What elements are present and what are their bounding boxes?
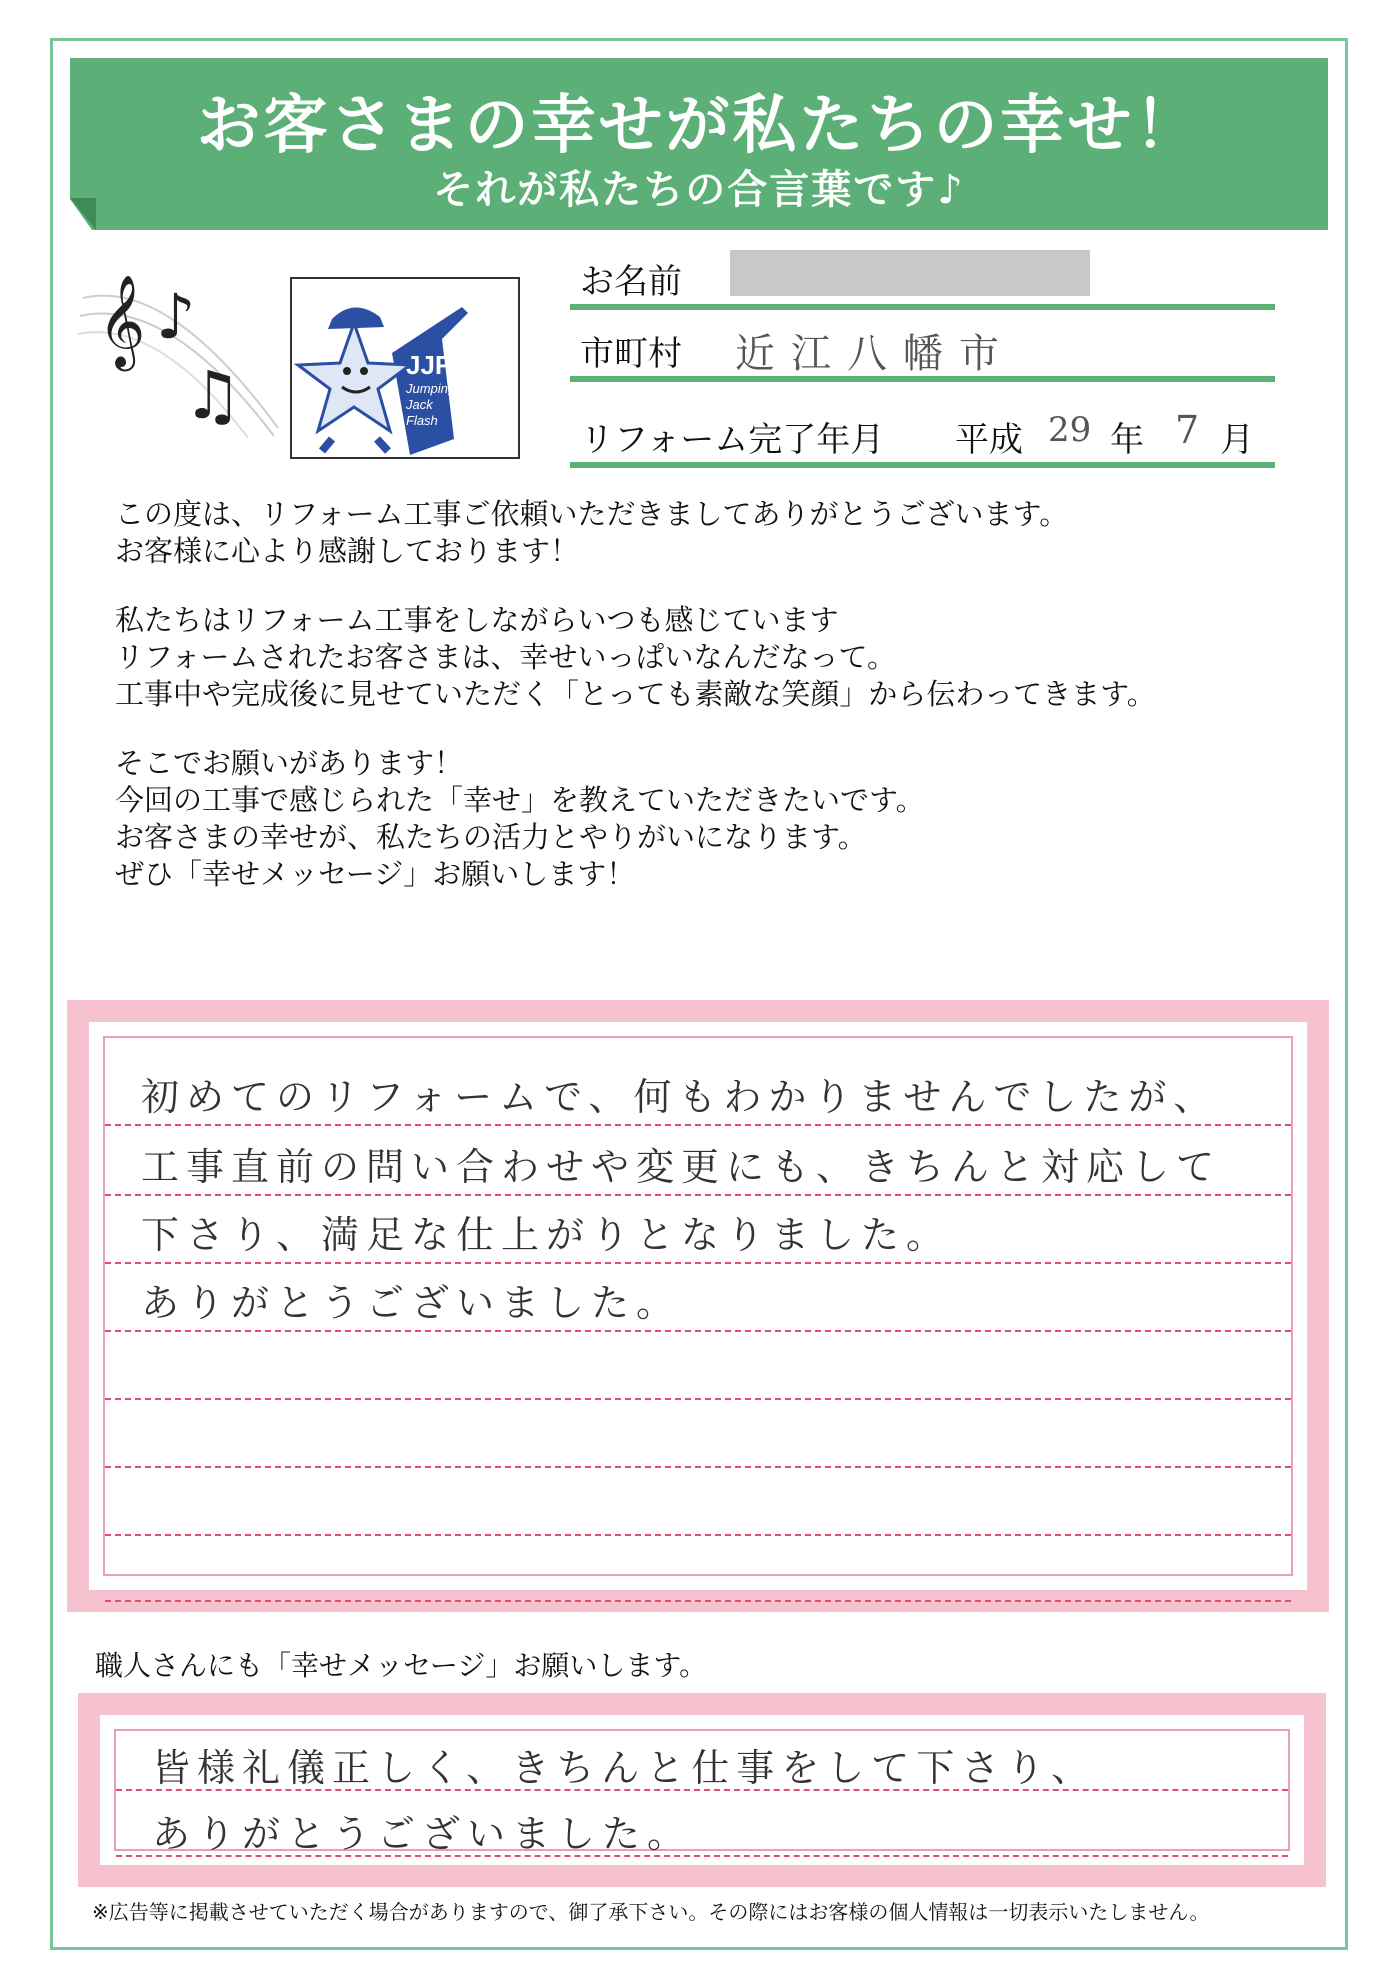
banner-subtitle: それが私たちの合言葉です♪ — [433, 167, 965, 213]
intro-paragraph-1 — [115, 496, 1315, 570]
logo-tagline-1: Jumping — [406, 381, 456, 396]
ruled-line — [105, 1124, 1291, 1126]
handwritten-line: ありがとうございました。 — [141, 1281, 682, 1325]
customer-message-box — [67, 1000, 1329, 1612]
ruled-line — [105, 1534, 1291, 1536]
mascot-icon — [292, 279, 518, 457]
craftsman-caption: 職人さんにも「幸せメッセージ」お願いします。 — [95, 1649, 708, 1682]
name-row — [570, 248, 1275, 310]
footnote: ※広告等に掲載させていただく場合がありますので、御了承下さい。その際にはお客様の個人情報は一切表示いたしません。 — [92, 1900, 1210, 1924]
city-label: 市町村 — [580, 334, 682, 374]
ruled-line — [105, 1466, 1291, 1468]
logo-tagline-3: Flash — [406, 413, 438, 428]
intro-text — [115, 496, 1315, 925]
intro-line: 工事中や完成後に見せていただく「とっても素敵な笑顔」から伝わってきます。 — [115, 677, 1156, 711]
ruled-line — [105, 1398, 1291, 1400]
year-unit: 年 — [1110, 420, 1144, 460]
craftsman-message-inner — [114, 1729, 1290, 1856]
year-value: 29 — [1048, 410, 1092, 450]
music-notes-icon — [78, 238, 288, 438]
intro-line: お客さまの幸せが、私たちの活力とやりがいになります。 — [115, 820, 867, 854]
intro-line: 私たちはリフォーム工事をしながらいつも感じています — [115, 603, 839, 637]
date-row — [570, 406, 1275, 468]
handwritten-line: 皆様礼儀正しく、きちんと仕事をして下さり、 — [152, 1746, 1097, 1790]
name-label: お名前 — [580, 262, 682, 302]
svg-text:♪: ♪ — [156, 280, 196, 353]
svg-text:𝄞: 𝄞 — [98, 274, 146, 367]
date-label: リフォーム完了年月 — [580, 420, 885, 460]
ruled-line — [105, 1330, 1291, 1332]
svg-text:♫: ♫ — [183, 357, 243, 434]
company-logo — [290, 277, 520, 459]
ruled-line — [105, 1600, 1291, 1602]
intro-line: 今回の工事で感じられた「幸せ」を教えていただきたいです。 — [115, 783, 925, 817]
banner-title: お客さまの幸せが私たちの幸せ！ — [196, 89, 1202, 163]
ruled-line — [105, 1194, 1291, 1196]
handwritten-line: 下さり、満足な仕上がりとなりました。 — [141, 1213, 952, 1257]
logo-tagline-2: Jack — [406, 397, 433, 412]
craftsman-message-box — [78, 1693, 1326, 1887]
city-value: 近江八幡市 — [735, 331, 1015, 377]
intro-line: この度は、リフォーム工事ご依頼いただきましてありがとうございます。 — [115, 497, 1069, 531]
handwritten-line: 工事直前の問い合わせや変更にも、きちんと対応して — [141, 1145, 1222, 1189]
era-label: 平成 — [955, 420, 1023, 460]
name-redacted — [730, 250, 1090, 296]
month-unit: 月 — [1220, 420, 1254, 460]
ruled-line — [105, 1262, 1291, 1264]
logo-text: JJF — [406, 350, 451, 380]
intro-line: ぜひ「幸せメッセージ」お願いします！ — [115, 857, 636, 891]
city-row — [570, 320, 1275, 382]
intro-line: そこでお願いがあります！ — [115, 746, 464, 780]
handwritten-line: 初めてのリフォームで、何もわかりませんでしたが、 — [141, 1075, 1219, 1119]
customer-message-inner — [103, 1036, 1293, 1576]
intro-line: お客様に心より感謝しております！ — [115, 534, 580, 568]
month-value: 7 — [1175, 408, 1200, 452]
intro-paragraph-2 — [115, 602, 1315, 713]
intro-paragraph-3 — [115, 745, 1315, 893]
handwritten-line: ありがとうございました。 — [152, 1812, 693, 1856]
intro-line: リフォームされたお客さまは、幸せいっぱいなんだなって。 — [115, 640, 896, 674]
